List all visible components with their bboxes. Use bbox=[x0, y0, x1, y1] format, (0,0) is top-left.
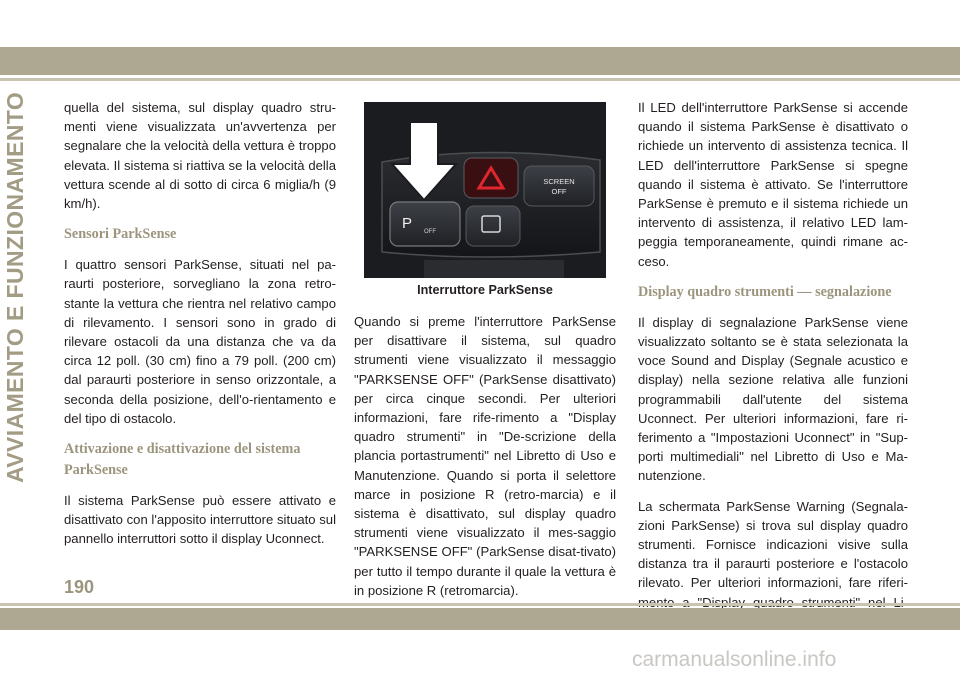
assist-button bbox=[466, 206, 520, 246]
section-tab: AVVIAMENTO E FUNZIONAMENTO bbox=[2, 92, 28, 484]
column-middle bbox=[354, 312, 616, 611]
paragraph-led: Il LED dell'interruttore ParkSense si accende quando il sistema ParkSense è disattivato o richiede un intervento di assistenza tecnica. Il LED dell'interruttore ParkSense si spegne quando il sistema è attivato. Se l'interruttore ParkSense è premuto e il sistema richiede un intervento di assistenza, il relativo LED lam-peggia temporaneamente, quindi rimane ac-ceso. bbox=[638, 100, 908, 269]
paragraph-warning: La schermata ParkSense Warning (Segnala-zioni ParkSense) si trova sul display quadro strumenti. Fornisce indicazioni visive sulla distanza tra il paraurti posteriore e l'ostacolo rilevato. Per ulteriori informazioni, fare riferi- bbox=[638, 498, 908, 591]
column-left bbox=[64, 98, 336, 560]
screen-off-label-2: OFF bbox=[551, 187, 567, 196]
paragraph-display: Il display di segnalazione ParkSense viene visualizzato soltanto se è stata selezionata la voce Sound and Display (Segnale acustico e display) nella sezione relativa alle funzioni programmabili dall'utente del sistema Uconnect. Per ulteriori informazioni, fare ri-ferimento a "Impostazioni Uconnect" in "Sup-porti multimediali" nel Libretto di Uso e Ma-nutenzione. bbox=[638, 314, 908, 484]
lower-panel bbox=[424, 260, 564, 278]
parksense-switch-photo bbox=[364, 102, 606, 278]
parksense-button bbox=[390, 202, 460, 246]
hazard-button bbox=[464, 158, 518, 198]
footer-band bbox=[0, 608, 960, 630]
screen-off-button bbox=[524, 166, 594, 206]
screen-off-label-1: SCREEN bbox=[543, 177, 575, 186]
intro-paragraph: quella del sistema, sul display quadro stru-menti viene visualizzata un'avvertenza per segnalare che la velocità della vettura è troppo elevata. Il sistema si riattiva se la velocità della vettura scende al di sotto di circa 6 miglia/h (9 km/h). bbox=[64, 100, 336, 212]
heading-display-quadro: Display quadro strumenti — segnalazione bbox=[638, 283, 892, 300]
column-right bbox=[638, 98, 908, 642]
watermark-text: carmanualsonline.info bbox=[632, 648, 837, 671]
page-number: 190 bbox=[64, 577, 95, 597]
parksense-p-label: P bbox=[402, 215, 413, 232]
heading-sensori-parksense: Sensori ParkSense bbox=[64, 226, 177, 243]
switch-panel-illustration bbox=[364, 102, 606, 278]
parksense-off-label: OFF bbox=[424, 229, 436, 235]
paragraph-attivazione: Il sistema ParkSense può essere attivato e disattivato con l'apposito interruttore situato sul pannello interruttori sotto il display Uconnect. bbox=[64, 493, 336, 547]
heading-attivazione: Attivazione e disattivazione del sistema ParkSense bbox=[64, 441, 301, 479]
header-band bbox=[0, 47, 960, 75]
figure-caption: Interruttore ParkSense bbox=[417, 283, 553, 297]
paragraph-disattivazione: Quando si preme l'interruttore ParkSense per disattivare il sistema, sul quadro strumenti viene visualizzato il messaggio "PARKSENSE OFF" (ParkSense disattivato) per circa cinque secondi. Per ulteriori informazioni, fare rife-rimento a "Display quadro strumenti" in "De-scrizione della plancia portastrumenti" nel Libretto di Uso e Manutenzione. Quando si porta il selettore marce in posizione R (retro-marcia) e il sistema è disattivato, sul display quadro strumenti viene visualizzato il mes-saggio "PARKSENSE OFF" (ParkSense disat-tivato) per tutto il tempo durante il quale la vettura è in posizione R (retromarcia). bbox=[354, 314, 616, 598]
footer-rule bbox=[0, 603, 960, 606]
paragraph-sensori: I quattro sensori ParkSense, situati nel pa-raurti posteriore, sorvegliano la zona retro-stante la vettura che rientra nel relativo campo di rilevamento. I sensori sono in grado di rilevare ostacoli da una distanza che va da circa 12 poll. (30 cm) fino a 79 poll. (200 cm) dal paraurti posteriore in senso orizzontale, a seconda della posizione, dell'o-rientamento e del tipo di ostacolo. bbox=[64, 257, 336, 426]
header-rule bbox=[0, 78, 960, 81]
